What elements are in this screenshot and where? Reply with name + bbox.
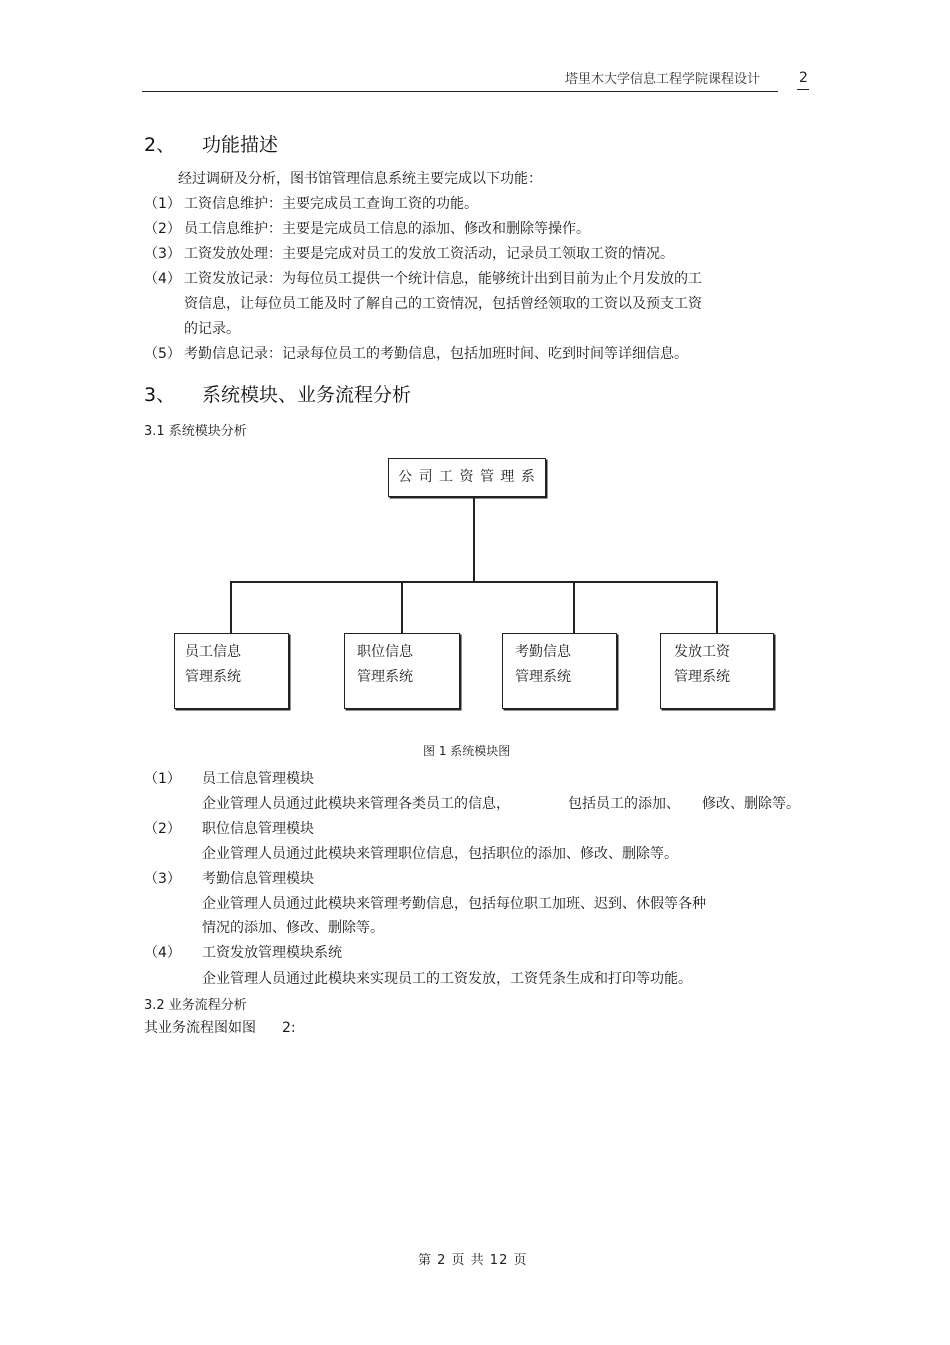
func-item-4-cont1: 资信息，让每位员工能及时了解自己的工资情况，包括曾经领取的工资以及预支工资 [184, 296, 702, 312]
module-1-desc-a: 企业管理人员通过此模块来管理各类员工的信息， [202, 796, 510, 812]
module-4-num: （4） [144, 945, 181, 961]
diagram-child-1-line1: 员工信息 [185, 644, 241, 660]
figure-caption: 图 1 系统模块图 [423, 744, 511, 758]
diagram-child-1-line2: 管理系统 [185, 669, 241, 685]
diagram-child-box-4 [660, 633, 774, 709]
diagram-drop-line-4 [716, 581, 718, 633]
module-3-desc2: 情况的添加、修改、删除等。 [202, 920, 384, 936]
diagram-child-4-line1: 发放工资 [674, 644, 730, 660]
module-3-desc: 企业管理人员通过此模块来管理考勤信息，包括每位职工加班、迟到、休假等各种 [202, 896, 706, 912]
module-2-title: 职位信息管理模块 [202, 821, 314, 837]
section2-number: 2、 [144, 134, 176, 156]
func-item-4-cont2: 的记录。 [184, 321, 240, 337]
page-number-underline [797, 89, 809, 90]
diagram-child-box-1 [174, 633, 289, 709]
header-rule [142, 91, 778, 92]
header-title: 塔里木大学信息工程学院课程设计 [565, 72, 761, 87]
module-3-num: （3） [144, 871, 181, 887]
module-1-desc-c: 修改、删除等。 [702, 796, 800, 812]
diagram-child-2-line2: 管理系统 [357, 669, 413, 685]
module-1-desc-b: 包括员工的添加、 [568, 796, 680, 812]
func-item-1-num: （1） [144, 196, 181, 212]
module-3-title: 考勤信息管理模块 [202, 871, 314, 887]
section2-intro: 经过调研及分析，图书馆管理信息系统主要完成以下功能： [178, 171, 542, 187]
diagram-branch-line [230, 581, 718, 583]
module-2-num: （2） [144, 821, 181, 837]
diagram-child-2-line1: 职位信息 [357, 644, 413, 660]
diagram-drop-line-1 [230, 581, 232, 633]
module-2-desc: 企业管理人员通过此模块来管理职位信息，包括职位的添加、修改、删除等。 [202, 846, 678, 862]
func-item-4-num: （4） [144, 271, 181, 287]
section3-title: 系统模块、业务流程分析 [202, 384, 412, 406]
section3-number: 3、 [144, 384, 176, 406]
module-4-desc: 企业管理人员通过此模块来实现员工的工资发放，工资凭条生成和打印等功能。 [202, 971, 692, 987]
diagram-drop-line-3 [573, 581, 575, 633]
diagram-trunk-line [473, 496, 475, 582]
module-1-num: （1） [144, 771, 181, 787]
func-item-1-text: 工资信息维护：主要完成员工查询工资的功能。 [184, 196, 478, 212]
flow-intro-text: 其业务流程图如图 [144, 1020, 256, 1036]
subsection-3-1: 3.1 系统模块分析 [144, 424, 247, 439]
diagram-child-box-3 [502, 633, 617, 709]
header-page-number: 2 [799, 70, 808, 86]
module-1-title: 员工信息管理模块 [202, 771, 314, 787]
func-item-3-text: 工资发放处理：主要是完成对员工的发放工资活动，记录员工领取工资的情况。 [184, 246, 674, 262]
func-item-2-text: 员工信息维护：主要是完成员工信息的添加、修改和删除等操作。 [184, 221, 590, 237]
diagram-drop-line-2 [401, 581, 403, 633]
subsection-3-2: 3.2 业务流程分析 [144, 998, 247, 1013]
module-4-title: 工资发放管理模块系统 [202, 945, 342, 961]
diagram-root-box [388, 458, 546, 497]
diagram-child-4-line2: 管理系统 [674, 669, 730, 685]
page-footer: 第 2 页 共 12 页 [418, 1253, 528, 1268]
func-item-5-text: 考勤信息记录：记录每位员工的考勤信息，包括加班时间、吃到时间等详细信息。 [184, 346, 688, 362]
diagram-child-box-2 [344, 633, 460, 709]
func-item-5-num: （5） [144, 346, 181, 362]
flow-intro-ref: 2: [282, 1020, 296, 1036]
diagram-child-3-line1: 考勤信息 [515, 644, 571, 660]
func-item-3-num: （3） [144, 246, 181, 262]
section2-title: 功能描述 [202, 134, 279, 156]
func-item-2-num: （2） [144, 221, 181, 237]
diagram-root-label: 公 司 工 资 管 理 系 [398, 469, 536, 485]
diagram-child-3-line2: 管理系统 [515, 669, 571, 685]
func-item-4-text: 工资发放记录：为每位员工提供一个统计信息，能够统计出到目前为止个月发放的工 [184, 271, 702, 287]
